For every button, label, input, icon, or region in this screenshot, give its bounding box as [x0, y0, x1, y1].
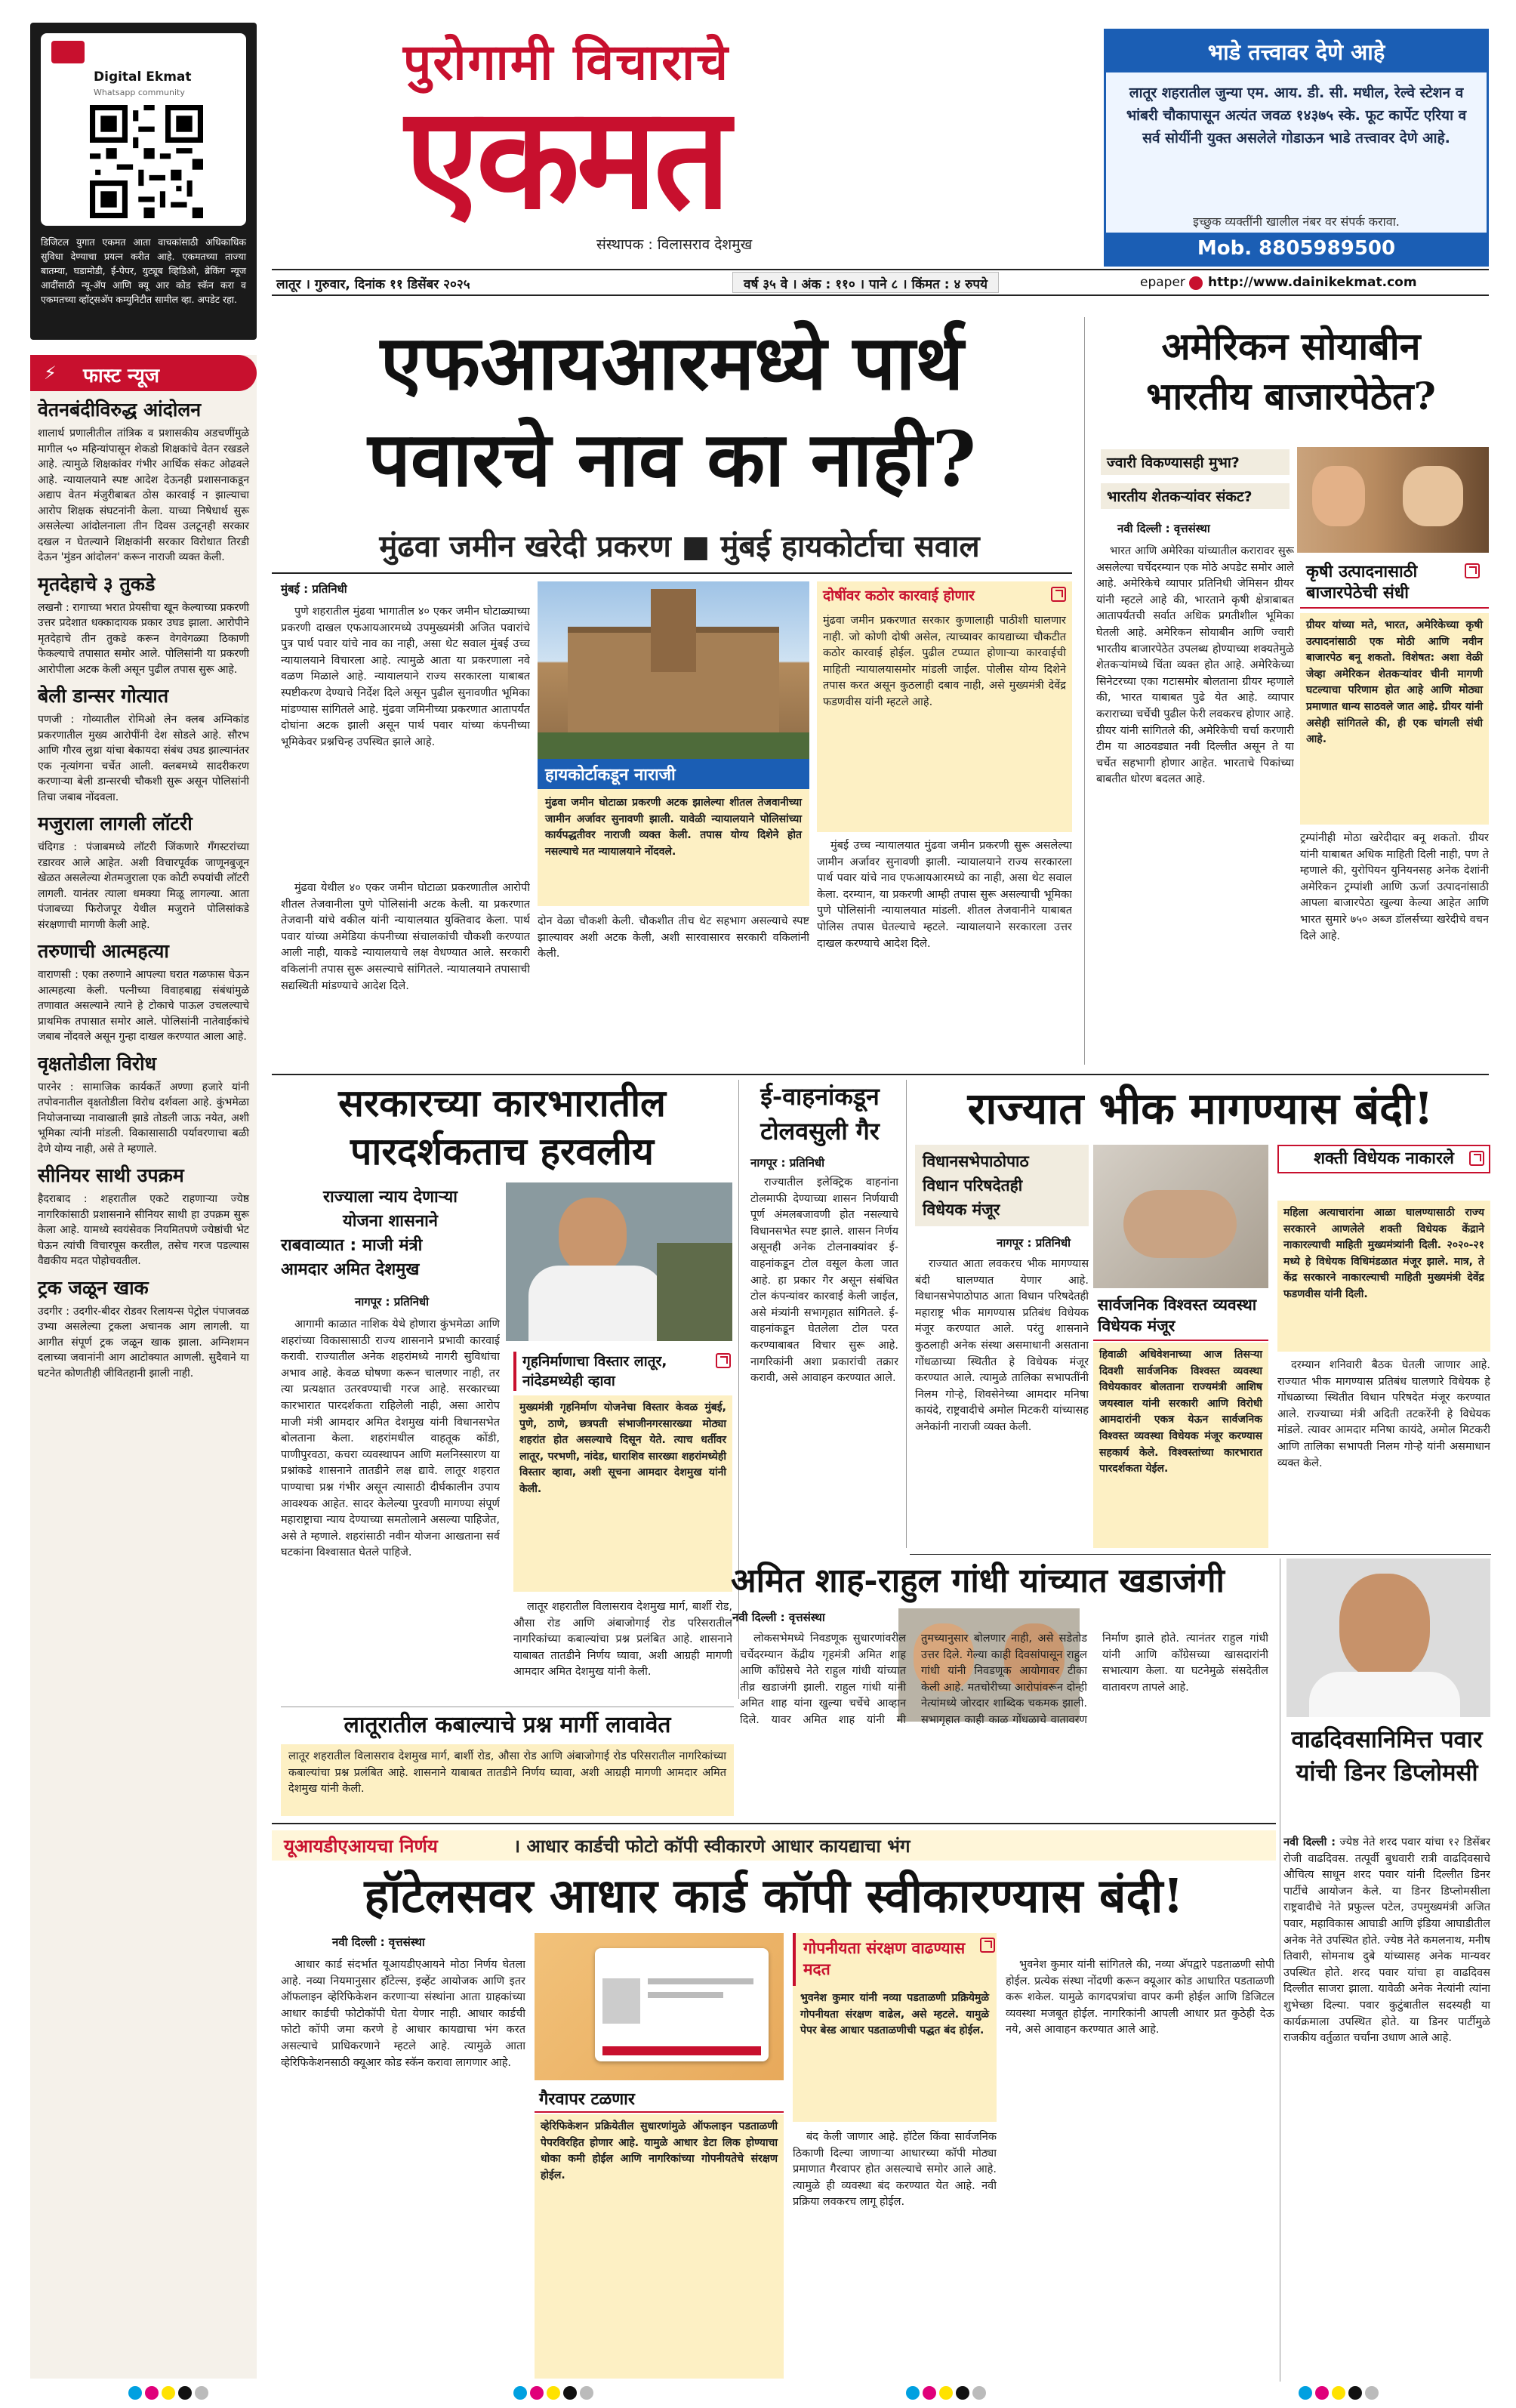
transparency-headline-line2[interactable]: पारदर्शकताच हरवलीय	[350, 1129, 654, 1173]
qr-sub: Whatsapp community	[94, 88, 185, 97]
trump-modi-photo	[1297, 447, 1489, 553]
aadhaar-headline[interactable]: हॉटेलसवर आधार कार्ड कॉपी स्वीकारण्यास बंदी!	[364, 1868, 1184, 1923]
rent-ad[interactable]	[1104, 29, 1489, 267]
soy-question1: ज्वारी विकण्यासही मुभा?	[1101, 449, 1290, 475]
soy-headline-line1[interactable]: अमेरिकन सोयाबीन	[1161, 324, 1421, 368]
soy-body: भारत आणि अमेरिका यांच्यातील करारावर सुरू असलेल्या चर्चेदरम्यान एक मोठे अपडेट समोर आले आहे. अमेरिकेचे व्यापार प्रतिनिधी जेमिसन ग्रीयर यांनी म्हटले आहे की, भारताने कृषी क्षेत्राबाबत आतापर्यंतची सर्वात अधिक प्रगतीशील भूमिका घेतली आहे. अमेरिकन सोयाबीन आणि ज्वारी भारतीय बाजारपेठेत उपलब्ध होण्याच्या शक्यतेमुळे शेतकऱ्यांमध्ये चिंता व्यक्त होत आहे. अमेरिकेच्या सिनेटरच्या एका गटासमोर बोलताना ग्रीयर म्हणाले की, भारत याबाबत पुढे येत आहे. व्यापार कराराच्या चर्चेची पुढील फेरी लवकरच होणार आहे. ग्रीयर यांनी सांगितले की, अमेरिकेची चर्चा करणारी टीम या आठवड्यात नवी दिल्लीत असून ते या चर्चेत सहभागी होणार आहेत. भारताचे पिकांच्या बाबतीत धोरण बदलत आहे.	[1096, 545, 1294, 786]
fast-news-item[interactable]: मृतदेहाचे ३ तुकडे लखनौ : रागाच्या भरात प्रेयसीचा खून केल्याच्या प्रकरणी उत्तर प्रदेशात धक्कादायक प्रकार उघड झाला. आरोपीने मृतदेहाचे तीन तुकडे करून वेगवेगळ्या ठिकाणी फेकल्याचे तपासात समोर आले. पोलिसांनी या प्रकरणी आरोपीला अटक केली असून पुढील तपास सुरू आहे.	[38, 572, 249, 676]
fast-news-list	[30, 399, 257, 1381]
globe-icon	[1189, 276, 1203, 290]
share-icon[interactable]	[980, 1938, 995, 1953]
share-icon[interactable]	[716, 1353, 731, 1368]
fadnavis-box-title: दोषींवर कठोर कारवाई होणार	[817, 581, 1072, 609]
lead-headline-line1[interactable]: एफआयआरमध्ये पार्थ	[380, 318, 964, 407]
fadnavis-box-text: मुंढवा जमीन प्रकरणात सरकार कुणालाही पाठीशी घालणार नाही. जो कोणी दोषी असेल, त्याच्यावर कायद्याच्या चौकटीत कठोर कारवाई होईल. पुढील टप्प्यात होणाऱ्या कारवाईची माहिती न्यायालयासमोर मांडली जाईल. पोलीस योग्य दिशेने तपास करत असून कुठलाही दबाव नाही, असे मुख्यमंत्री देवेंद्र फडणवीस यांनी म्हटले आहे.	[817, 609, 1072, 832]
ad-mobile[interactable]: Mob. 8805989500	[1106, 233, 1487, 264]
aadhaar-col1: आधार कार्ड संदर्भात यूआयडीएआयने मोठा निर्णय घेतला आहे. नव्या नियमानुसार हॉटेल्स, इव्हेंट आयोजक आणि इतर ऑफलाइन व्हेरिफिकेशन करणाऱ्या संस्थांना आता ग्राहकांच्या आधार कार्डची फोटोकॉपी घेता येणार नाही. आधार कार्डची फोटो कॉपी जमा करणे हे आधार कायद्याचा भंग करत असल्याचे प्राधिकरणाने म्हटले आहे. त्यामुळे आता व्हेरिफिकेशनसाठी क्यूआर कोड स्कॅन करावा लागणार आहे.	[281, 1959, 525, 2069]
lead-col4: मुंबई उच्च न्यायालयात मुंढवा जमीन प्रकरणी सुरू असलेल्या जामीन अर्जावर सुनावणी झाली. न्यायालयाने राज्य सरकारला पार्थ पवार यांचे नाव एफआयआरमध्ये का नाही, असा थेट सवाल केला. दरम्यान, या प्रकरणी आम्ही तपास सुरू असल्याची भूमिका पुणे पोलिसांनी न्यायालयात मांडली. शीतल तेजवानीने याबाबत पोलिस तपास घेतल्याचे म्हटले. न्यायालयाने सरकारला उत्तर दाखल करण्याचे आदेश दिले.	[817, 840, 1072, 950]
transparency-body-2: लातूर शहरातील विलासराव देशमुख मार्ग, बार्शी रोड, औसा रोड आणि अंबाजोगाई रोड परिसरातील नागरिकांच्या कबाल्यांचा प्रश्न प्रलंबित आहे. शासनाने याबाबत तातडीने निर्णय घ्यावा, अशी आग्रही मागणी आमदार अमित देशमुख यांनी केली.	[513, 1601, 732, 1679]
transparency-body: आगामी काळात नाशिक येथे होणारा कुंभमेळा आणि शहरांच्या विकासासाठी राज्य शासनाने प्रभावी कारवाई करावी. राज्यातील अनेक शहरांमध्ये नागरी सुविधांचा अभाव आहे. केवळ घोषणा करून चालणार नाही, तर त्या प्रत्यक्षात उतरवण्याची गरज आहे. सरकारच्या कारभारात पारदर्शकता राहिलेली नाही, असा आरोप माजी मंत्री आमदार अमित देशमुख यांनी विधानसभेत बोलताना केला. शहरांमधील वाहतूक कोंडी, पाणीपुरवठा, कचरा व्यवस्थापन आणि मलनिस्सारण या प्रश्नांकडे शासनाने तातडीने लक्ष द्यावे. लातूर शहरात पाण्याचा प्रश्न गंभीर असून त्यासाठी दीर्घकालीन उपाय आवश्यक आहेत. सादर केलेल्या पुरवणी मागण्या संपूर्ण महाराष्ट्राचा न्याय देण्याच्या समतोलाने असल्या पाहिजेत, असे ते म्हणाले. शहरांसाठी नवीन योजना आखताना सर्व घटकांना विश्वासात घेतले पाहिजे.	[281, 1318, 500, 1559]
website-link[interactable]: http://www.dainikekmat.com	[1208, 275, 1417, 290]
aadhaar-col4: बंद केली जाणार आहे. हॉटेल किंवा सार्वजनिक ठिकाणी दिल्या जाणाऱ्या आधारच्या कॉपी मोठ्या प्रमाणात गैरवापर होत असल्याचे समोर आले आहे. त्यामुळे ही व्यवस्था बंद करण्यात येत आहे. नवी प्रक्रिया लवकरच लागू होईल.	[793, 2131, 997, 2209]
lead-dateline: मुंबई : प्रतिनिधी	[281, 582, 347, 596]
share-icon[interactable]	[1469, 1151, 1484, 1166]
amit-body: लोकसभेमध्ये निवडणूक सुधारणांवरील चर्चेदरम्यान केंद्रीय गृहमंत्री अमित शाह आणि काँग्रेसचे नेते राहुल गांधी यांच्यात तीव्र खडाजंगी झाली. राहुल गांधी यांनी अमित शाह यांना खुल्या चर्चेचे आव्हान दिले. यावर अमित शाह यांनी मी तुमच्यानुसार बोलणार नाही, असे सडेतोड उत्तर दिले. गेल्या काही दिवसांपासून राहुल गांधी यांनी निवडणूक आयोगावर टीका केली आहे. मतचोरीच्या आरोपांवरून दोन्ही नेत्यांमध्ये जोरदार शाब्दिक चकमक झाली. सभागृहात काही काळ गोंधळाचे वातावरण निर्माण झाले होते. त्यानंतर राहुल गांधी यांनी आणि काँग्रेसच्या खासदारांनी सभात्याग केला. या घटनेमुळे संसदेतील वातावरण तापले आहे.	[740, 1633, 1268, 1726]
founder: संस्थापक : विलासराव देशमुख	[596, 236, 753, 253]
begging-hands-photo	[1093, 1145, 1268, 1288]
lead-subhead: मुंढवा जमीन खरेदी प्रकरण ■ मुंबई हायकोर्टाचा सवाल	[379, 529, 980, 564]
pawar-body: नवी दिल्ली : ज्येष्ठ नेते शरद पवार यांचा १२ डिसेंबर रोजी वाढदिवस. तत्पूर्वी बुधवारी रात्री वाढदिवसाचे औचित्य साधून शरद पवार यांनी दिल्लीत डिनर पार्टीचे आयोजन केले. या डिनर डिप्लोमसीला राष्ट्रवादीचे नेते प्रफुल्ल पटेल, उपमुख्यमंत्री अजित पवार, महाविकास आघाडी आणि इंडिया आघाडीतील अनेक नेते उपस्थित होते. ज्येष्ठ नेते कमलनाथ, मनीष तिवारी, सोमनाथ दुबे यांच्यासह अनेक मान्यवर उपस्थित होते. शरद पवार यांचा हा वाढदिवस दिल्लीत साजरा झाला. यावेळी अनेक नेत्यांनी त्यांना शुभेच्छा दिल्या. पवार कुटुंबातील सदस्यही या कार्यक्रमाला उपस्थित होते. या डिनर पार्टीमुळे राजकीय वर्तुळात चर्चांना उधाण आले आहे.	[1283, 1836, 1490, 2045]
fast-news-item[interactable]: बेली डान्सर गोत्यात पणजी : गोव्यातील रोमिओ लेन क्लब अग्निकांड प्रकरणातील मुख्य आरोपींनी देश सोडले आहे. सौरभ आणि गौरव लुथ्रा यांचा बेकायदा संबंध उघड झाल्यानंतर एक नृत्यांगना चर्चेत आली. क्लबमध्ये सादरीकरण करणाऱ्या बेली डान्सरची चौकशी सुरू असून पोलिसांनी तिचा जबाब नोंदवला.	[38, 685, 249, 803]
share-icon[interactable]	[1051, 587, 1066, 602]
aadhaar-strap: यूआयडीएआयचा निर्णय । आधार कार्डची फोटो कॉपी स्वीकारणे आधार कायद्याचा भंग	[272, 1830, 1276, 1861]
ad-contact-line: इच्छुक व्यक्तींनी खालील नंबर वर संपर्क करावा.	[1193, 214, 1400, 229]
amit-headline[interactable]: अमित शाह-राहुल गांधी यांच्यात खडाजंगी	[731, 1562, 1225, 1600]
aadhaar-card-caption: गैरवापर टळणार	[535, 2086, 784, 2113]
beg-right-text: दरम्यान शनिवारी बैठक घेतली जाणार आहे. राज्यात भीक मागण्यास प्रतिबंध घालणारे विधेयक हे गोंधळाच्या स्थितीत विधान परिषदेत मंजूर करण्यात आले. राज्याच्या मंत्री अदिती तटकरेंनी हे विधेयक मांडले. त्यावर आमदार मनिषा कायंदे, अमोल मिटकरी आणि तालिका सभापती निलम गोऱ्हे यांनी असमाधान व्यक्त केले.	[1277, 1359, 1490, 1469]
privacy-box-title: गोपनीयता संरक्षण वाढण्यास मदत	[793, 1933, 997, 1986]
beg-dateline: नागपूर : प्रतिनिधी	[997, 1236, 1071, 1250]
amit-dateline: नवी दिल्ली : वृत्तसंस्था	[732, 1611, 825, 1624]
tagline: पुरोगामी विचाराचे	[402, 32, 730, 91]
qr-box[interactable]	[30, 23, 257, 340]
toll-headline-line1[interactable]: ई-वाहनांकडून	[760, 1082, 880, 1111]
aadhaar-card-photo	[535, 1933, 784, 2080]
transparency-headline-line1[interactable]: सरकारच्या कारभारातील	[338, 1081, 666, 1125]
latur-footer-text: लातूर शहरातील विलासराव देशमुख मार्ग, बार्शी रोड, औसा रोड आणि अंबाजोगाई रोड परिसरातील नागरिकांच्या कबाल्यांचा प्रश्न प्रलंबित आहे. शासनाने याबाबत तातडीने निर्णय घ्यावा, अशी आग्रही मागणी आमदार अमित देशमुख यांनी केली.	[281, 1744, 734, 1816]
soy-tail: ट्रम्पांनीही मोठा खरेदीदार बनू शकतो. ग्रीयर यांनी याबाबत अधिक माहिती दिली नाही, पण ते म्हणाले की, युरोपियन युनियनसह अनेक देशांनी अमेरिकन ट्रम्पांशी आणि ऊर्जा उत्पादनांसाठी आपला बाजारपेठा खुल्या केल्या आहेत आणि भारत सुमारे ७५० अब्ज डॉलर्सच्या खरेदीचे वचन दिले आहे.	[1300, 832, 1489, 942]
shakti-title: शक्ती विधेयक नाकारले	[1277, 1145, 1490, 1173]
dateline-bar	[272, 269, 1489, 296]
soy-headline-line2[interactable]: भारतीय बाजारपेठेत?	[1146, 374, 1436, 418]
aadhaar-dateline: नवी दिल्ली : वृत्तसंस्था	[332, 1935, 425, 1949]
pawar-headline[interactable]: वाढदिवसानिमित्त पवार यांची डिनर डिप्लोमसी	[1291, 1726, 1483, 1787]
toll-headline-line2[interactable]: टोलवसुली गैर	[760, 1117, 880, 1145]
ad-body: लातूर शहरातील जुन्या एम. आय. डी. सी. मधील, रेल्वे स्टेशन व भांबरी चौकापासून अत्यंत जवळ १४३७५ स्के. फूट कार्पेट एरिया व सर्व सोयींनी युक्त असलेले गोडाऊन भाडे तत्त्वावर देणे आहे.	[1126, 85, 1467, 146]
high-court-photo	[538, 581, 809, 759]
fast-news-item[interactable]: वृक्षतोडीला विरोध पारनेर : सामाजिक कार्यकर्ते अण्णा हजारे यांनी तपोवनातील वृक्षतोडीला विरोध दर्शवला आहे. कुंभमेळा नियोजनाच्या नावाखाली झाडे तोडली जाऊ नयेत, अशी भूमिका त्यांनी मांडली. विकासासाठी पर्यावरणाचा बळी देणे योग्य नाही, असे ते म्हणाले.	[38, 1052, 249, 1155]
ekmat-mini-logo	[51, 41, 85, 63]
beg-headline[interactable]: राज्यात भीक मागण्यास बंदी!	[967, 1083, 1434, 1134]
hc-box-title: हायकोर्टाकडून नाराजी	[538, 759, 809, 789]
fast-news-item[interactable]: ट्रक जळून खाक उदगीर : उदगीर-बीदर रोडवर रिलायन्स पेट्रोल पंपाजवळ उभ्या असलेल्या ट्रकला अचानक आग लागली. या आगीत संपूर्ण ट्रक जळून खाक झाला. अग्निशमन दलाच्या जवानांनी आग आटोक्यात आणली. सुदैवाने या घटनेत कोणतीही जीवितहानी झाली नाही.	[38, 1276, 249, 1380]
beg-sub: विधानसभेपाठोपाठ विधान परिषदेतही विधेयक मंजूर	[915, 1145, 1089, 1226]
ad-title: भाडे तत्त्वावर देणे आहे	[1106, 31, 1487, 72]
bolt-icon: ⚡	[44, 362, 57, 384]
sharad-pawar-photo	[1286, 1559, 1490, 1717]
qr-caption: डिजिटल युगात एकमत आता वाचकांसाठी अधिकाधिक सुविधा देण्याचा प्रयत्न करीत आहे. एकमतच्या ताज्या बातम्या, घडामोडी, ई-पेपर, युट्यूब व्हिडिओ, ब्रेकिंग न्यूज आदींसाठी न्यू-ॲप आणि क्यू आर कोड स्कॅन करा व एकमतच्या व्हॉट्सअ‍ॅप कम्युनिटीत सामील व्हा. अपडेट रहा.	[41, 236, 246, 305]
housing-inset-title: गृहनिर्माणाचा विस्तार लातूर, नांदेडमध्येही व्हावा	[513, 1352, 732, 1391]
shakti-text: महिला अत्याचारांना आळा घालण्यासाठी राज्य सरकारने आणलेले शक्ती विधेयक केंद्राने नाकारल्याची माहिती मुख्यमंत्र्यांनी दिली. २०२०-२१ मध्ये हे विधेयक विधिमंडळात मंजूर झाले. मात्र, ते केंद्र सरकारने नाकारल्याची माहिती मुख्यमंत्री देवेंद्र फडणवीस यांनी दिली.	[1277, 1201, 1490, 1352]
housing-inset-text: मुख्यमंत्री गृहनिर्माण योजनेचा विस्तार केवळ मुंबई, पुणे, ठाणे, छत्रपती संभाजीनगरसारख्या मोठ्या शहरांत होत असल्याचे दिसून येते. त्याच धर्तीवर लातूर, परभणी, नांदेड, धाराशिव सारख्या शहरांमध्येही विस्तार व्हावा, अशी सूचना आमदार देशमुख यांनी केली.	[513, 1395, 732, 1592]
fast-news-header: ⚡ फास्ट न्यूज	[30, 355, 257, 391]
soy-box-title: कृषी उत्पादनासाठी बाजारपेठेची संधी	[1300, 559, 1489, 609]
transparency-sub: राज्याला न्याय देणाऱ्या योजना शासनाने राबवाव्यात : माजी मंत्री आमदार अमित देशमुख	[281, 1188, 458, 1279]
beg-body: राज्यात आता लवकरच भीक मागण्यास बंदी घालण्यात येणार आहे. विधानसभेपाठोपाठ आता विधान परिषदेतही महाराष्ट्र भीक मागण्यास प्रतिबंध विधेयक मंजूर करण्यात आले. परंतु शासनाने कुठलाही अनेक संस्था असमाधानी असताना गोंधळाच्या स्थितीत हे विधेयक मंजूर करण्यात आले. त्यामुळे तालिका सभापतींनी निलम गोऱ्हे, शिवसेनेच्या आमदार मनिषा कायंदे, राष्ट्रवादीचे अमोल मिटकरी यांच्यासह अनेकांनी नाराजी व्यक्त केली.	[915, 1258, 1089, 1433]
fast-news-item[interactable]: तरुणाची आत्महत्या वाराणसी : एका तरुणाने आपल्या घरात गळफास घेऊन आत्महत्या केली. पत्नीच्या विवाहबाह्य संबंधांमुळे तणावात असल्याने त्याने हे टोकाचे पाऊल उचलल्याचे प्राथमिक तपासात समोर आले. पोलिसांनी नातेवाईकांचे जबाब नोंदवले असून गुन्हा दाखल करण्यात आला आहे.	[38, 940, 249, 1043]
soy-question2: भारतीय शेतकऱ्यांवर संकट?	[1101, 483, 1290, 509]
latur-footer-title[interactable]: लातूरातील कबाल्याचे प्रश्न मार्गी लावावेत	[281, 1707, 734, 1740]
lead-col2: मुंढवा येथील ४० एकर जमीन घोटाळा प्रकरणातील आरोपी शीतल तेजवानीला पुणे पोलिसांनी अटक केली. या प्रकरणात तेजवानी यांचे वकील यांनी न्यायालयात युक्तिवाद केला. पार्थ पवार यांच्या अमेडिया कंपनीच्या संचालकांची चौकशी करण्यात आली नाही, याकडे न्यायालयाचे लक्ष वेधण्यात आले. सरकारी वकिलांनी तपास सुरू असल्याचे सांगितले. न्यायालयाने तपासाची सद्यस्थिती मांडण्याचे आदेश दिले.	[281, 882, 530, 992]
amit-deshmukh-photo	[506, 1182, 732, 1341]
newspaper-logo: एकमत	[405, 76, 728, 241]
soy-dateline: नवी दिल्ली : वृत्तसंस्था	[1117, 522, 1210, 535]
fast-news-sidebar	[30, 355, 257, 2379]
trust-bill-text: हिवाळी अधिवेशनाच्या आज तिसऱ्या दिवशी सार्वजनिक विश्वस्त व्यवस्था विधेयकावर बोलताना राज्यमंत्री आशिष जयस्वाल यांनी सरकारी आणि विरोधी आमदारांनी एकत्र येऊन सार्वजनिक विश्वस्त व्यवस्था विधेयक मंजूर करण्यास सहकार्य केले. विश्वस्तांच्या कारभारात पारदर्शकता येईल.	[1093, 1343, 1268, 1548]
fast-news-item[interactable]: वेतनबंदीविरुद्ध आंदोलन शालार्थ प्रणालीतील तांत्रिक व प्रशासकीय अडचणींमुळे मागील ५० महिन्यांपासून शेकडो शिक्षकांचे वेतन रखडले आहे. त्यामुळे शिक्षकांवर गंभीर आर्थिक संकट ओढवले आहे. न्यायालयाने स्पष्ट आदेश देऊनही प्रशासनाकडून अद्याप वेतन मंजुरीबाबत ठोस कारवाई न झाल्याचा आरोप शिक्षक संघटनांनी केला. याच्या निषेधार्थ सुरू असलेल्या आंदोलनाला तीन दिवस उलटूनही सरकार दखल न घेतल्याने शिक्षकांनी सरकार विरोधात तिरडी देऊन 'मुंडन आंदोलन' करून नाराजी व्यक्त केली.	[38, 399, 249, 563]
privacy-box-text: भुवनेश कुमार यांनी नव्या पडताळणी प्रक्रियेमुळे गोपनीयता संरक्षण वाढेल, असे म्हटले. यामुळे पेपर बेस्ड आधार पडताळणीची पद्धत बंद होईल.	[793, 1986, 997, 2122]
lead-rule	[272, 572, 1072, 574]
toll-body: राज्यातील इलेक्ट्रिक वाहनांना टोलमाफी देण्याच्या शासन निर्णयाची पूर्ण अंमलबजावणी होत नसल्याचे विधानसभेत स्पष्ट झाले. शासन निर्णय असूनही अनेक टोलनाक्यांवर ई-वाहनांकडून टोल वसूल केला जात आहे. हा प्रकार गैर असून संबंधित टोल कंपन्यांवर कारवाई केली जाईल, असे मंत्र्यांनी सभागृहात सांगितले. ई-वाहनांकडून घेतलेला टोल परत करण्याबाबत विचार सुरू आहे. नागरिकांनी अशा प्रकारांची तक्रार करावी, असे आवाहन करण्यात आले.	[750, 1176, 898, 1385]
lead-headline-line2[interactable]: पवारचे नाव का नाही?	[368, 415, 976, 504]
share-icon[interactable]	[1465, 563, 1480, 578]
dateline: लातूर । गुरुवार, दिनांक ११ डिसेंबर २०२५	[276, 277, 470, 292]
issue-info: वर्ष ३५ वे । अंक : ११० । पाने ८ । किंमत : ४ रुपये	[732, 272, 999, 293]
qr-code-icon[interactable]	[90, 105, 203, 218]
lead-col1: पुणे शहरातील मुंढवा भागातील ४० एकर जमीन घोटाळ्याच्या प्रकरणी दाखल एफआयआरमध्ये उपमुख्यमंत्री अजित पवारांचे पुत्र पार्थ पवार यांचे नाव का नाही, असा थेट सवाल मुंबई उच्च न्यायालयाने विचारला आहे. त्यामुळे आता या प्रकरणाला नवे वळण मिळाले आहे. न्यायालयाने राज्य सरकारला याबाबत स्पष्टीकरण देण्याचे निर्देश दिले असून पुढील सुनावणीत भूमिका मांडण्यास सांगितले आहे. मुंढवा जमिनीच्या प्रकरणात आतापर्यंत दोघांना अटक झाली असून पार्थ पवार यांच्या कंपनीच्या भूमिकेवर प्रश्नचिन्ह उपस्थित झाले आहे.	[281, 606, 530, 748]
trust-bill-title: सार्वजनिक विश्वस्त व्यवस्था विधेयक मंजूर	[1093, 1291, 1268, 1341]
transparency-dateline: नागपूर : प्रतिनिधी	[355, 1295, 430, 1309]
aadhaar-card-text: व्हेरिफिकेशन प्रक्रियेतील सुधारणांमुळे ऑफलाइन पडताळणी पेपरविरहित होणार आहे. यामुळे आधार डेटा लिक होण्याचा धोका कमी होईल आणि नागरिकांच्या गोपनीयतेचे संरक्षण होईल.	[535, 2114, 784, 2379]
fast-news-item[interactable]: मजुराला लागली लॉटरी चंदिगड : पंजाबमध्ये लॉटरी जिंकणारे गँगस्टरांच्या रडारवर आले आहेत. अशी विचारपूर्वक जाणूनबुजून खेळत असलेल्या शेतमजुराला एक कोटी रुपयांची लॉटरी लागली. यानंतर त्याला धमक्या मिळू लागल्या. आता पंजाबच्या फिरोजपूर येथील मजुराने पोलिसांकडे संरक्षणाची मागणी केली आहे.	[38, 812, 249, 931]
aadhaar-col5: भुवनेश कुमार यांनी सांगितले की, नव्या अ‍ॅपद्वारे पडताळणी सोपी होईल. प्रत्येक संस्था नोंदणी करून क्यूआर कोड आधारित पडताळणी करू शकेल. यामुळे कागदपत्रांचा वापर कमी होईल आणि डिजिटल व्यवस्था मजबूत होईल. नागरिकांनी आपली आधार प्रत कुठेही देऊ नये, असे आवाहन करण्यात आले आहे.	[1006, 1959, 1274, 2036]
toll-dateline: नागपूर : प्रतिनिधी	[750, 1156, 825, 1170]
hc-box-text: मुंढवा जमीन घोटाळा प्रकरणी अटक झालेल्या शीतल तेजवानीच्या जामीन अर्जावर सुनावणी झाली. यावेळी न्यायालयाने पोलिसांच्या कार्यपद्धतीवर नाराजी व्यक्त केली. तपास योग्य दिशेने होत नसल्याचे मत न्यायालयाने नोंदवले.	[538, 789, 809, 906]
hc-photo-caption: दोन वेळा चौकशी केली. चौकशीत तीच थेट सहभाग असल्याचे स्पष्ट झाल्यावर अशी अटक केली, अशी सारवासारव सरकारी वकिलांनी केली.	[538, 915, 809, 960]
epaper-label: epaper	[1140, 275, 1185, 290]
soy-box-text: ग्रीयर यांच्या मते, भारत, अमेरिकेच्या कृषी उत्पादनांसाठी एक मोठी आणि नवीन बाजारपेठ बनू शकतो. विशेषत: अशा वेळी जेव्हा अमेरिकन शेतकऱ्यांवर चीनी मागणी घटल्याचा परिणाम होत आहे आणि मोठ्या प्रमाणात धान्य साठवले जात आहे. ग्रीयर यांनी असेही सांगितले की, ही एक चांगली संधी आहे.	[1300, 613, 1489, 825]
fast-news-item[interactable]: सीनियर साथी उपक्रम हैदराबाद : शहरातील एकटे राहणाऱ्या ज्येष्ठ नागरिकांसाठी प्रशासनाने सीनियर साथी हा उपक्रम सुरू केला आहे. यामध्ये स्वयंसेवक नियमितपणे ज्येष्ठांची भेट घेऊन त्यांची विचारपूस करतील, तसेच गरज पडल्यास वैद्यकीय मदत पोहोचवतील.	[38, 1164, 249, 1267]
qr-title: Digital Ekmat	[94, 69, 192, 85]
